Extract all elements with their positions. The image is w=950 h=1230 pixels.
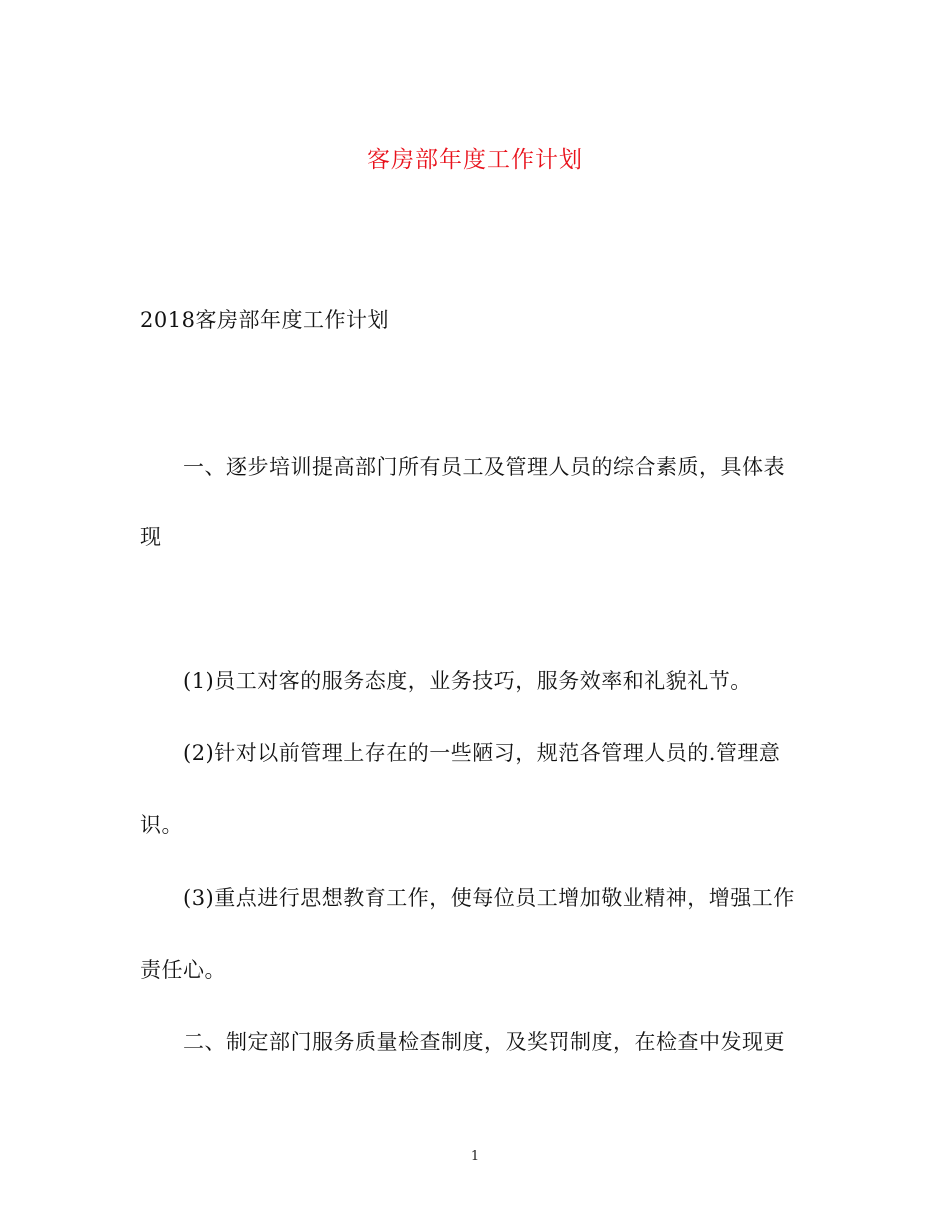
paragraph-line-8: 二、制定部门服务质量检查制度，及奖罚制度，在检查中发现更 (183, 1030, 785, 1054)
paragraph-line-5: 识。 (140, 813, 183, 837)
page-number: 1 (470, 1149, 480, 1164)
paragraph-line-4: (2)针对以前管理上存在的一些陋习，规范各管理人员的.管理意 (183, 741, 781, 765)
paragraph-line-7: 责任心。 (140, 958, 226, 982)
document-title: 客房部年度工作计划 (367, 147, 583, 173)
paragraph-line-1: 一、逐步培训提高部门所有员工及管理人员的综合素质，具体表 (183, 455, 785, 479)
paragraph-line-2: 现 (140, 525, 162, 549)
paragraph-line-3: (1)员工对客的服务态度，业务技巧，服务效率和礼貌礼节。 (183, 669, 752, 693)
paragraph-line-6: (3)重点进行思想教育工作，使每位员工增加敬业精神，增强工作 (183, 886, 795, 910)
document-subtitle: 2018客房部年度工作计划 (140, 308, 389, 332)
